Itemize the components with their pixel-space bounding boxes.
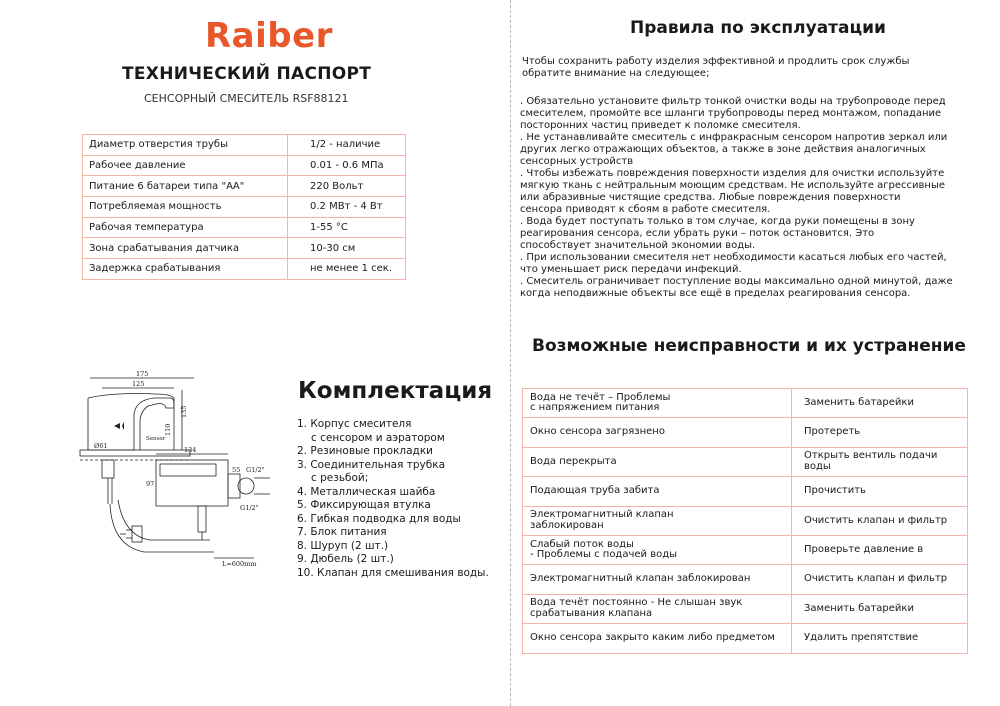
fault-row: [523, 594, 968, 623]
rules-line: . Чтобы избежать повреждения поверхности изделия для очистки используйте: [520, 168, 945, 179]
fault-problem-line: Вода не течёт – Проблемы: [530, 391, 671, 403]
kit-item: 8. Шуруп (2 шт.): [297, 539, 389, 552]
kit-item: 10. Клапан для смешивания воды.: [297, 566, 489, 579]
fault-problem-line: Электромагнитный клапан заблокирован: [530, 573, 751, 585]
dim-97: 97: [146, 480, 155, 488]
fault-fix: Заменить батарейки: [792, 594, 968, 623]
fault-row: [523, 506, 968, 535]
spec-value: 0.2 МВт - 4 Вт: [288, 197, 406, 218]
fault-problem: [523, 506, 792, 535]
document-subtitle: СЕНСОРНЫЙ СМЕСИТЕЛЬ RSF88121: [144, 92, 349, 105]
dim-g12-bottom: G1/2": [240, 504, 259, 512]
spec-param: Зона срабатывания датчика: [83, 238, 288, 259]
fault-problem-line: Электромагнитный клапан: [530, 509, 674, 521]
spec-value: 1-55 °С: [288, 217, 406, 238]
fault-fix: Прочистить: [792, 477, 968, 506]
fault-problem: [523, 389, 792, 418]
spec-value: 220 Вольт: [288, 176, 406, 197]
spec-row: [83, 155, 406, 176]
spec-param: Рабочее давление: [83, 155, 288, 176]
fault-problem-line: Слабый поток воды: [530, 538, 634, 550]
rules-line: . При использовании смесителя нет необходимости касаться любых его частей,: [520, 252, 947, 263]
fault-problem-line: заблокирован: [530, 519, 604, 531]
dim-g12-top: G1/2": [246, 466, 265, 474]
spec-row: [83, 238, 406, 259]
rules-line: способствует значительной экономии воды.: [520, 240, 756, 251]
spec-param: Задержка срабатывания: [83, 259, 288, 280]
dim-135: 135: [180, 405, 188, 418]
spec-param: Рабочая температура: [83, 217, 288, 238]
rules-line: что уменьшает риск передачи инфекций.: [520, 264, 742, 275]
fault-problem-line: Вода перекрыта: [530, 455, 617, 467]
fault-problem-line: Вода течёт постоянно - Не слышан звук: [530, 597, 743, 609]
fault-row: [523, 565, 968, 594]
fault-row: [523, 447, 968, 476]
spec-value: 0.01 - 0.6 МПа: [288, 155, 406, 176]
kit-item: 3. Соединительная трубка: [297, 458, 446, 471]
spec-row: [83, 197, 406, 218]
spec-row: [83, 176, 406, 197]
kit-title: Комплектация: [298, 378, 493, 404]
rules-title: Правила по эксплуатации: [630, 18, 886, 38]
fault-problem: [523, 447, 792, 476]
kit-item: 5. Фиксирующая втулка: [297, 499, 431, 511]
kit-item: с сенсором и аэратором: [311, 431, 445, 444]
rules-line: сенсора приводят к сбоям в работе смесителя.: [520, 204, 771, 215]
fault-problem-line: - Проблемы с подачей воды: [530, 549, 678, 561]
specs-table: [82, 134, 406, 280]
fault-problem: [523, 477, 792, 506]
spec-param: Потребляемая мощность: [83, 197, 288, 218]
kit-item: 2. Резиновые прокладки: [297, 445, 433, 457]
rules-line: посторонних частиц приведет к поломке смесителя.: [520, 120, 801, 131]
spec-value: 10-30 см: [288, 238, 406, 259]
rules-line: мягкую ткань с нейтральным моющим средствам. Не используйте агрессивные: [520, 180, 945, 191]
kit-item: 7. Блок питания: [297, 526, 387, 538]
spec-param: Диаметр отверстия трубы: [83, 135, 288, 156]
faults-table: [522, 388, 968, 654]
spec-row: [83, 135, 406, 156]
kit-item: 9. Дюбель (2 шт.): [297, 553, 394, 565]
fault-problem-line: Окно сенсора закрыто каким либо предметом: [530, 632, 775, 644]
dim-110: 110: [164, 423, 172, 436]
rules-line: . Не устанавливайте смеситель с инфракрасным сенсором напротив зеркал или: [520, 132, 948, 143]
rules-intro-line: обратите внимание на следующее;: [522, 68, 710, 80]
fault-row: [523, 624, 968, 653]
fault-problem-line: Окно сенсора загрязнено: [530, 426, 665, 438]
fault-problem: [523, 565, 792, 594]
fault-problem: [523, 624, 792, 653]
dim-length: L=600mm: [222, 560, 257, 568]
dim-134: 134: [184, 446, 197, 454]
fault-problem-line: с напряжением питания: [530, 402, 660, 414]
fault-row: [523, 535, 968, 564]
fault-row: [523, 477, 968, 506]
rules-intro-line: Чтобы сохранить работу изделия эффективной и продлить срок службы: [522, 56, 910, 67]
kit-item: с резьбой;: [311, 472, 369, 484]
fault-fix: Очистить клапан и фильтр: [792, 565, 968, 594]
fault-problem: [523, 535, 792, 564]
spec-row: [83, 217, 406, 238]
fault-row: [523, 418, 968, 447]
fault-fix: Очистить клапан и фильтр: [792, 506, 968, 535]
kit-item: 4. Металлическая шайба: [297, 485, 436, 498]
fault-problem: [523, 594, 792, 623]
fault-fix: Удалить препятствие: [792, 624, 968, 653]
dim-diameter: Ø61: [94, 442, 108, 450]
rules-line: реагирования сенсора, если убрать руки – поток остановится. Это: [520, 228, 875, 239]
fault-fix: Протереть: [792, 418, 968, 447]
spec-value: 1/2 - наличие: [288, 135, 406, 156]
rules-line: . Смеситель ограничивает поступление воды максимально одной минутой, даже: [520, 276, 953, 287]
dim-55: 55: [232, 466, 241, 474]
rules-line: или абразивные чистящие средства. Любые повреждения поверхности: [520, 192, 901, 203]
rules-line: . Вода будет поступать только в том случае, когда руки помещены в зону: [520, 216, 915, 227]
dim-175: 175: [136, 370, 149, 378]
rules-line: смесителем, промойте все шланги трубопроводы перед монтажом, попадание: [520, 108, 942, 119]
spec-value: не менее 1 сек.: [288, 259, 406, 280]
fault-problem: [523, 418, 792, 447]
fault-problem-line: Подающая труба забита: [530, 485, 660, 497]
rules-list: [520, 96, 962, 300]
kit-list: [297, 418, 489, 580]
fault-fix: Открыть вентиль подачи воды: [792, 447, 968, 476]
kit-item: 6. Гибкая подводка для воды: [297, 512, 461, 525]
fault-fix: Заменить батарейки: [792, 389, 968, 418]
faults-title: Возможные неисправности и их устранение: [532, 336, 966, 356]
spec-param: Питание 6 батареи типа "АА": [83, 176, 288, 197]
page-fold-line: [510, 0, 511, 706]
brand-logo: Raiber: [205, 16, 333, 56]
rules-line: сенсорных устройств: [520, 156, 634, 167]
sensor-label: Sensor: [146, 436, 166, 442]
dim-125: 125: [132, 380, 145, 388]
rules-line: когда неподвижные объекты все ещё в пределах реагирования сенсора.: [520, 288, 911, 299]
fault-row: [523, 389, 968, 418]
fault-problem-line: срабатывания клапана: [530, 607, 653, 619]
rules-line: других легко отражающих объектов, а также в зоне действия аналогичных: [520, 144, 926, 155]
spec-row: [83, 259, 406, 280]
faucet-technical-drawing: [74, 368, 282, 578]
document-title: ТЕХНИЧЕСКИЙ ПАСПОРТ: [122, 64, 372, 84]
rules-intro: [522, 56, 962, 80]
fault-fix: Проверьте давление в: [792, 535, 968, 564]
rules-line: . Обязательно установите фильтр тонкой очистки воды на трубопроводе перед: [520, 96, 946, 107]
kit-item: 1. Корпус смесителя: [297, 418, 412, 430]
